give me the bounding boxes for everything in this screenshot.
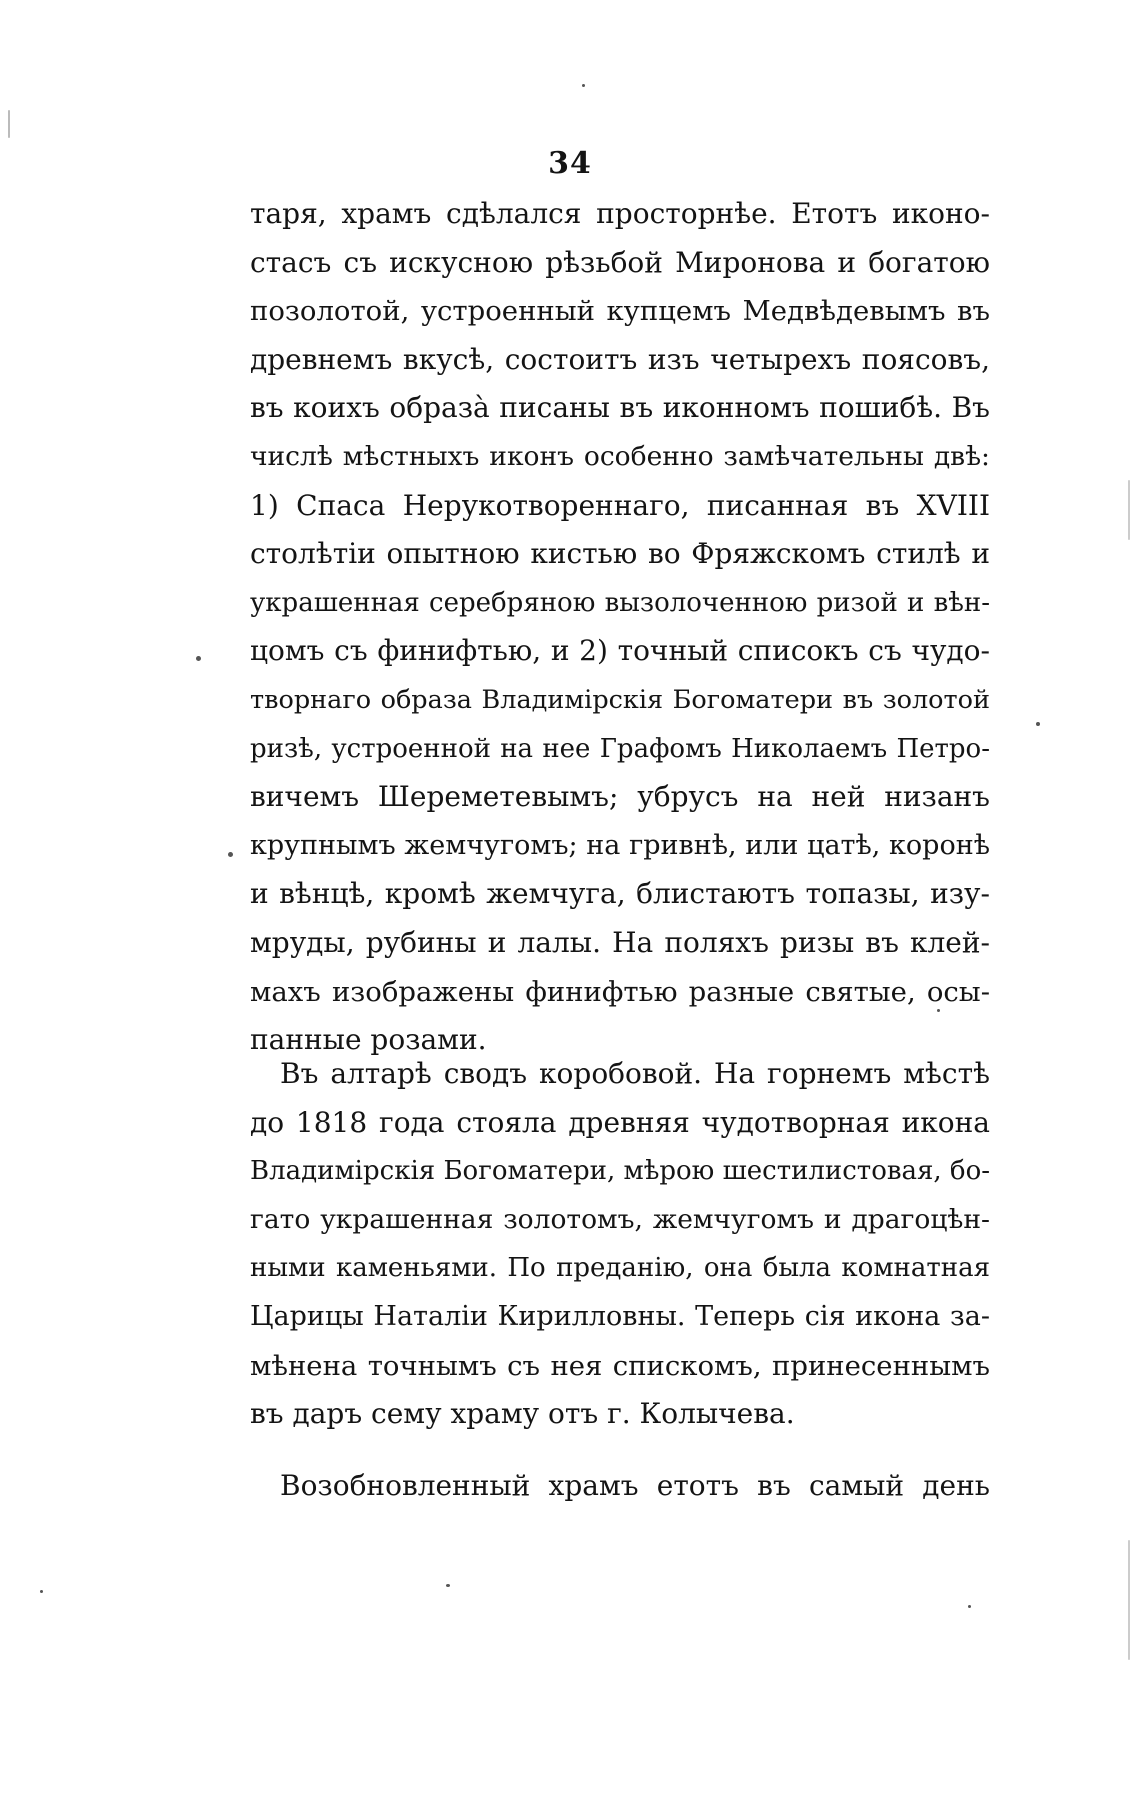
paragraph-1	[250, 190, 990, 1065]
text-line: въ коихъ образà писаны въ иконномъ пошибѣ. Въ	[250, 391, 990, 425]
text-line: гато украшенная золотомъ, жемчугомъ и драгоцѣн-	[250, 1203, 990, 1235]
text-line: числѣ мѣстныхъ иконъ особенно замѣчательны двѣ:	[250, 440, 990, 472]
text-line: ризѣ, устроенной на нее Графомъ Николаемъ Петро-	[250, 733, 990, 764]
scan-speck	[1128, 480, 1130, 540]
text-line: ными каменьями. По преданію, она была комнатная	[250, 1253, 990, 1284]
text-line: Царицы Наталіи Кирилловны. Теперь сія икона за-	[250, 1300, 990, 1332]
text-line: цомъ съ финифтью, и 2) точный списокъ съ чудо-	[250, 634, 990, 668]
text-line: украшенная серебряною вызолоченною ризой и вѣн-	[250, 587, 990, 618]
text-line: древнемъ вкусѣ, состоитъ изъ четырехъ поясовъ,	[250, 342, 990, 376]
text-line: 1) Спаса Нерукотвореннаго, писанная въ XVIII	[250, 488, 990, 522]
text-line: до 1818 года стояла древняя чудотворная икона	[250, 1105, 990, 1139]
scan-speck	[8, 110, 10, 138]
scan-speck	[196, 656, 201, 661]
text-line: Владимірскія Богоматери, мѣрою шестилистовая, бо-	[250, 1156, 991, 1187]
text-line: махъ изображены финифтью разные святые, осы-	[250, 975, 990, 1008]
text-line: мруды, рубины и лалы. На поляхъ ризы въ клей-	[250, 925, 990, 959]
paragraph-2	[250, 1050, 990, 1439]
page-number: 34	[548, 146, 592, 181]
text-line: позолотой, устроенный купцемъ Медвѣдевымъ въ	[250, 295, 990, 328]
text-line: крупнымъ жемчугомъ; на гривнѣ, или цатѣ, коронѣ	[250, 829, 990, 861]
text-line: столѣтіи опытною кистью во Фряжскомъ стилѣ и	[250, 537, 990, 571]
scan-speck	[937, 1009, 940, 1012]
scan-speck	[968, 1605, 971, 1608]
text-line: таря, храмъ сдѣлался просторнѣе. Етотъ иконо-	[250, 197, 990, 230]
scan-speck	[1128, 1540, 1130, 1660]
text-line: и вѣнцѣ, кромѣ жемчуга, блистаютъ топазы, изу-	[250, 877, 990, 911]
paragraph-3	[250, 1462, 990, 1511]
text-line: вичемъ Шереметевымъ; убрусъ на ней низанъ	[250, 780, 990, 814]
text-line: панные розами.	[250, 1023, 487, 1057]
text-line: Въ алтарѣ сводъ коробовой. На горнемъ мѣстѣ	[280, 1057, 990, 1090]
scan-speck	[446, 1584, 450, 1587]
text-line: творнаго образа Владимірскія Богоматери въ золотой	[250, 684, 990, 715]
text-line: Возобновленный храмъ етотъ въ самый день	[280, 1469, 990, 1502]
text-line: стасъ съ искусною рѣзьбой Миронова и богатою	[250, 245, 990, 279]
text-line: мѣнена точнымъ съ нея спискомъ, принесеннымъ	[250, 1349, 990, 1382]
scan-speck	[228, 852, 233, 857]
scan-speck	[40, 1590, 43, 1593]
scan-speck	[1036, 722, 1040, 726]
scan-speck	[582, 84, 585, 87]
text-line: въ даръ сему храму отъ г. Колычева.	[250, 1397, 795, 1431]
